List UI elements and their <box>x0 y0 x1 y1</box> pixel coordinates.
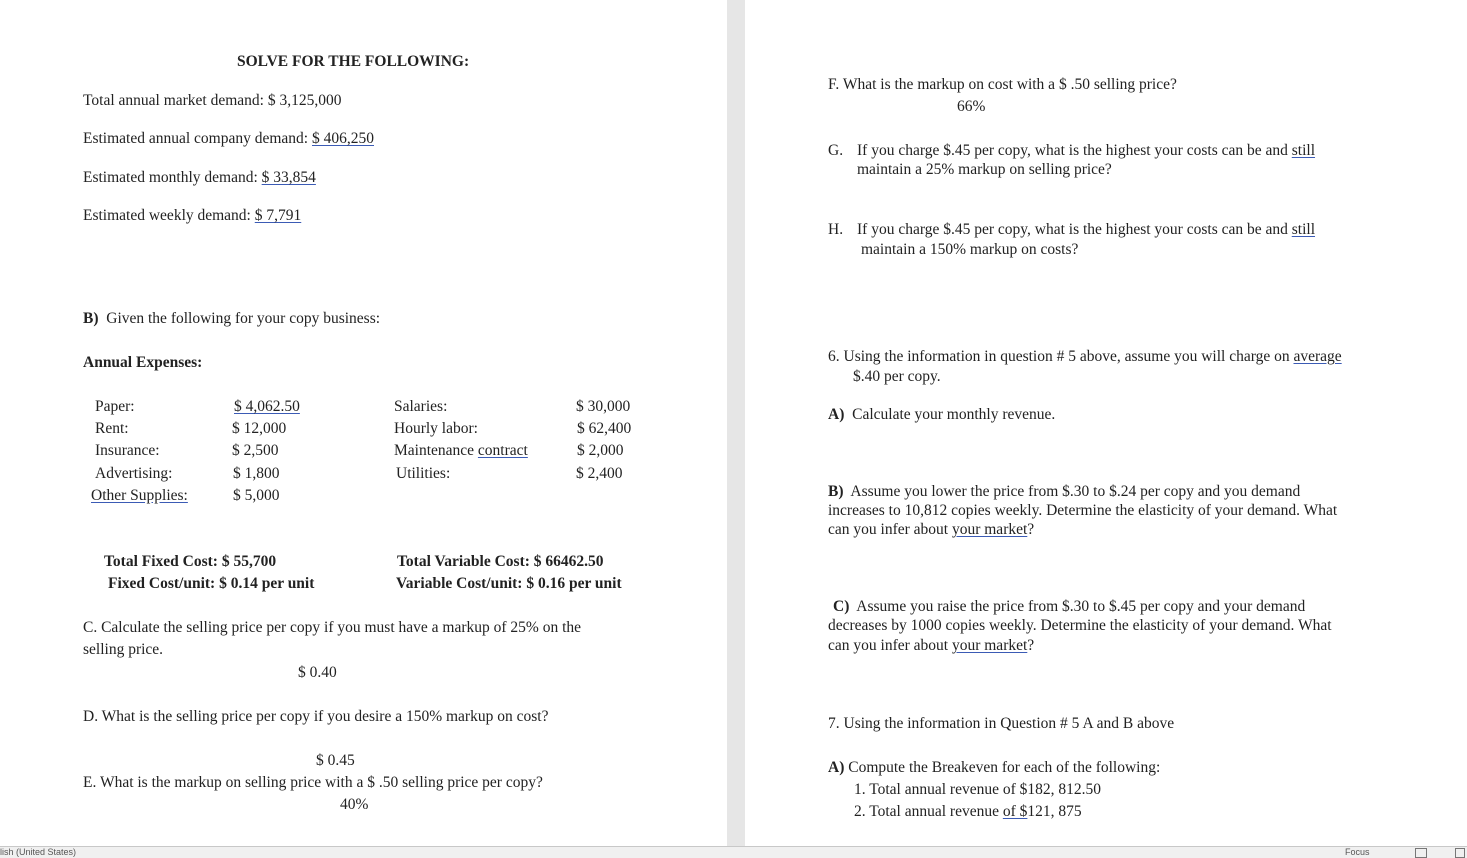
question-7a-item-part: of $ <box>1002 803 1028 820</box>
question-6c-text-part: ? <box>1027 637 1035 654</box>
question-6c-text-part: can you infer about <box>828 637 952 654</box>
question-6b-text <box>828 520 1034 539</box>
expense-label: Other Supplies: <box>91 487 188 504</box>
question-h-text: maintain a 150% markup on costs? <box>861 241 1079 258</box>
status-bar <box>0 846 1467 858</box>
question-c-text: C. Calculate the selling price per copy if you must have a markup of 25% on the <box>83 619 582 636</box>
question-6-text: $.40 per copy. <box>853 368 941 385</box>
question-7a-item-part: 121, 875 <box>1027 803 1082 820</box>
question-7a-item <box>854 802 1082 821</box>
section-b-text: Given the following for your copy business: <box>106 310 381 327</box>
question-h-text-part: If you charge $.45 per copy, what is the highest your costs can be and <box>857 221 1292 238</box>
answer-e: 40% <box>340 796 369 813</box>
question-g-text <box>857 141 1315 160</box>
question-g-letter: G. <box>828 142 844 159</box>
expense-label: Insurance: <box>95 442 160 459</box>
question-6b-text-part: your market <box>951 521 1028 538</box>
question-6-text-part: average <box>1293 348 1342 365</box>
section-b-label: B) <box>83 310 99 327</box>
demand-value: $ 33,854 <box>261 169 316 186</box>
question-7a-item-part: 2. Total annual revenue <box>854 803 1003 820</box>
answer-f: 66% <box>957 98 986 115</box>
question-h-text <box>857 220 1315 239</box>
annual-expenses-heading: Annual Expenses: <box>83 354 203 371</box>
question-6c <box>833 597 1305 616</box>
expense-value: $ 4,062.50 <box>234 398 300 415</box>
section-b-heading <box>83 309 380 328</box>
language-indicator[interactable]: lish (United States) <box>0 847 77 857</box>
question-c-text: selling price. <box>83 641 164 658</box>
question-6-text <box>828 347 1342 366</box>
demand-row <box>83 91 341 110</box>
section-heading: SOLVE FOR THE FOLLOWING: <box>237 53 470 70</box>
expense-label: Utilities: <box>396 465 451 482</box>
demand-row <box>83 129 374 148</box>
document-page-right <box>745 0 1467 846</box>
question-7a-item: 1. Total annual revenue of $182, 812.50 <box>854 781 1102 798</box>
question-g-text-part: If you charge $.45 per copy, what is the highest your costs can be and <box>857 142 1292 159</box>
expense-label: Paper: <box>95 398 135 415</box>
expense-value: $ 2,400 <box>576 465 623 482</box>
question-6a-label: A) <box>828 406 845 423</box>
question-6b-label: B) <box>828 483 844 500</box>
question-d-text: D. What is the selling price per copy if you desire a 150% markup on cost? <box>83 708 549 725</box>
question-6b-text: increases to 10,812 copies weekly. Determine the elasticity of your demand. What <box>828 502 1338 519</box>
question-7-text: 7. Using the information in Question # 5 A and B above <box>828 715 1175 732</box>
demand-row <box>83 168 316 187</box>
question-g-text-part: still <box>1291 142 1316 159</box>
question-7a-label: A) <box>828 759 845 776</box>
question-6a <box>828 405 1055 424</box>
question-6c-text: decreases by 1000 copies weekly. Determine the elasticity of your demand. What <box>828 617 1332 634</box>
demand-label: Estimated monthly demand: <box>83 169 262 186</box>
question-6c-text-part: your market <box>951 637 1028 654</box>
expense-label: Salaries: <box>394 398 448 415</box>
expense-value: $ 30,000 <box>576 398 631 415</box>
expense-label <box>394 441 528 460</box>
question-g-text: maintain a 25% markup on selling price? <box>857 161 1112 178</box>
question-6c-text: Assume you raise the price from $.30 to $.45 per copy and your demand <box>856 598 1306 615</box>
question-6c-label: C) <box>833 598 850 615</box>
demand-label: Estimated weekly demand: <box>83 207 255 224</box>
expense-label-text: contract <box>477 442 528 459</box>
expense-label: Hourly labor: <box>394 420 478 437</box>
question-6b-text: Assume you lower the price from $.30 to $.24 per copy and you demand <box>850 483 1301 500</box>
question-f-text: F. What is the markup on cost with a $ .50 selling price? <box>828 76 1177 93</box>
question-6c-text <box>828 636 1034 655</box>
question-6b <box>828 482 1300 501</box>
expense-label: Advertising: <box>95 465 173 482</box>
expense-value: $ 2,500 <box>232 442 279 459</box>
demand-value: $ 3,125,000 <box>267 92 342 109</box>
question-7a <box>828 758 1160 777</box>
demand-label: Total annual market demand: <box>83 92 268 109</box>
expense-value: $ 5,000 <box>233 487 280 504</box>
demand-label: Estimated annual company demand: <box>83 130 312 147</box>
demand-value: $ 406,250 <box>312 130 374 147</box>
expense-value: $ 62,400 <box>577 420 632 437</box>
expense-value: $ 12,000 <box>232 420 287 437</box>
demand-value: $ 7,791 <box>254 207 302 224</box>
expense-label-text: Maintenance <box>394 442 478 459</box>
total-fixed-cost: Total Fixed Cost: $ 55,700 <box>104 553 277 570</box>
question-7a-text: Compute the Breakeven for each of the following: <box>848 759 1161 776</box>
expense-value: $ 1,800 <box>233 465 280 482</box>
question-h-text-part: still <box>1291 221 1316 238</box>
question-6a-text: Calculate your monthly revenue. <box>852 406 1056 423</box>
fixed-cost-per-unit: Fixed Cost/unit: $ 0.14 per unit <box>108 575 315 592</box>
variable-cost-per-unit: Variable Cost/unit: $ 0.16 per unit <box>396 575 622 592</box>
demand-row <box>83 206 301 225</box>
question-6-text-part: 6. Using the information in question # 5 above, assume you will charge on <box>828 348 1294 365</box>
question-e-text: E. What is the markup on selling price with a $ .50 selling price per copy? <box>83 774 543 791</box>
focus-mode-button[interactable]: Focus <box>1345 847 1370 857</box>
question-6b-text-part: can you infer about <box>828 521 952 538</box>
question-6b-text-part: ? <box>1027 521 1035 538</box>
document-page-left <box>0 0 727 846</box>
total-variable-cost: Total Variable Cost: $ 66462.50 <box>397 553 604 570</box>
expense-value: $ 2,000 <box>577 442 624 459</box>
expense-label: Rent: <box>95 420 129 437</box>
question-h-letter: H. <box>828 221 844 238</box>
answer-d: $ 0.45 <box>316 752 355 769</box>
answer-c: $ 0.40 <box>298 664 337 681</box>
